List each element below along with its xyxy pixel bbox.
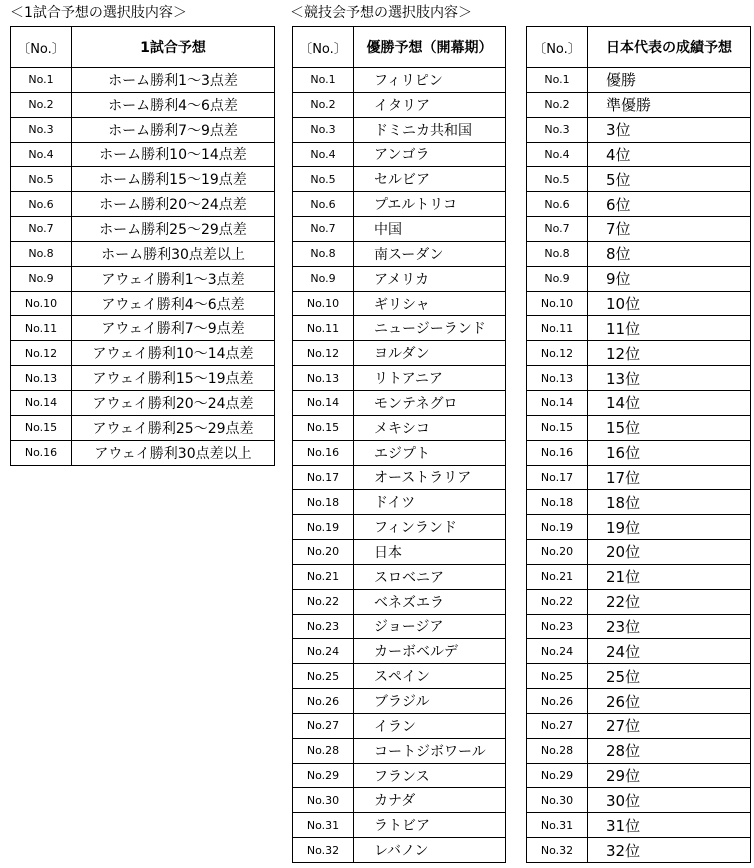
row-number-cell: No.22 [527,589,588,614]
option-value-cell: スロベニア [354,564,506,589]
match-prediction-column-header: 1試合予想 [72,27,275,68]
table-row [527,117,751,142]
table-row [527,68,751,93]
row-number-cell: No.3 [11,117,72,142]
table-row [293,266,506,291]
option-value-cell: 17位 [588,465,751,490]
row-number-cell: No.4 [527,142,588,167]
table-row [527,614,751,639]
option-value-cell: 日本 [354,540,506,565]
row-number-cell: No.16 [527,440,588,465]
row-number-cell: No.16 [11,440,72,465]
option-value-cell: 31位 [588,813,751,838]
row-number-cell: No.1 [293,68,354,93]
table-row [527,341,751,366]
option-value-cell: 24位 [588,639,751,664]
match-prediction-table [10,26,275,466]
option-value-cell: ホーム勝利4～6点差 [72,92,275,117]
row-number-cell: No.27 [527,713,588,738]
table-row [293,92,506,117]
option-value-cell: ホーム勝利25～29点差 [72,217,275,242]
table-row [11,390,275,415]
table-row [527,788,751,813]
row-number-cell: No.14 [11,390,72,415]
table-row [293,713,506,738]
row-number-cell: No.17 [293,465,354,490]
row-number-cell: No.17 [527,465,588,490]
row-number-cell: No.19 [527,515,588,540]
table-header-row [11,27,275,68]
option-value-cell: アウェイ勝利7～9点差 [72,316,275,341]
option-value-cell: 10位 [588,291,751,316]
no-column-header: 〔No.〕 [527,27,588,68]
option-value-cell: ギリシャ [354,291,506,316]
option-value-cell: 12位 [588,341,751,366]
table-row [527,291,751,316]
row-number-cell: No.13 [527,366,588,391]
table-row [293,639,506,664]
row-number-cell: No.12 [293,341,354,366]
row-number-cell: No.6 [293,192,354,217]
option-value-cell: 14位 [588,390,751,415]
option-value-cell: モンテネグロ [354,390,506,415]
row-number-cell: No.7 [293,217,354,242]
row-number-cell: No.15 [11,415,72,440]
table-row [11,266,275,291]
row-number-cell: No.21 [293,564,354,589]
row-number-cell: No.28 [527,738,588,763]
table-row [11,192,275,217]
table-row [293,366,506,391]
no-column-header: 〔No.〕 [293,27,354,68]
row-number-cell: No.31 [293,813,354,838]
table-row [527,192,751,217]
table-row [527,564,751,589]
option-value-cell: レバノン [354,838,506,863]
row-number-cell: No.2 [527,92,588,117]
option-value-cell: ホーム勝利1～3点差 [72,68,275,93]
option-value-cell: 6位 [588,192,751,217]
option-value-cell: 19位 [588,515,751,540]
row-number-cell: No.27 [293,713,354,738]
table-row [527,838,751,863]
table-row [293,390,506,415]
row-number-cell: No.14 [293,390,354,415]
table-row [11,142,275,167]
option-value-cell: ドイツ [354,490,506,515]
table-row [527,664,751,689]
table-row [293,440,506,465]
table-row [527,390,751,415]
row-number-cell: No.24 [527,639,588,664]
table-row [11,167,275,192]
table-row [293,291,506,316]
row-number-cell: No.31 [527,813,588,838]
row-number-cell: No.8 [527,241,588,266]
option-value-cell: アメリカ [354,266,506,291]
winner-prediction-table [292,26,506,863]
row-number-cell: No.15 [527,415,588,440]
row-number-cell: No.24 [293,639,354,664]
row-number-cell: No.9 [11,266,72,291]
table-row [527,92,751,117]
option-value-cell: 準優勝 [588,92,751,117]
table-row [11,241,275,266]
option-value-cell: ジョージア [354,614,506,639]
row-number-cell: No.4 [11,142,72,167]
table-row [293,316,506,341]
option-value-cell: ホーム勝利10～14点差 [72,142,275,167]
option-value-cell: 32位 [588,838,751,863]
option-value-cell: フランス [354,763,506,788]
table-row [293,415,506,440]
row-number-cell: No.23 [527,614,588,639]
table-header-row [293,27,506,68]
row-number-cell: No.25 [293,664,354,689]
option-value-cell: 16位 [588,440,751,465]
row-number-cell: No.2 [293,92,354,117]
option-value-cell: ホーム勝利20～24点差 [72,192,275,217]
row-number-cell: No.2 [11,92,72,117]
table-header-row [527,27,751,68]
row-number-cell: No.18 [527,490,588,515]
option-value-cell: 中国 [354,217,506,242]
table-row [11,415,275,440]
tournament-prediction-caption: ＜競技会予想の選択肢内容＞ [290,5,472,21]
option-value-cell: 23位 [588,614,751,639]
row-number-cell: No.32 [527,838,588,863]
table-row [293,117,506,142]
option-value-cell: オーストラリア [354,465,506,490]
table-row [11,366,275,391]
table-row [293,515,506,540]
table-row [527,316,751,341]
table-row [11,341,275,366]
table-row [293,167,506,192]
row-number-cell: No.1 [11,68,72,93]
row-number-cell: No.6 [11,192,72,217]
table-row [11,217,275,242]
row-number-cell: No.9 [527,266,588,291]
option-value-cell: 3位 [588,117,751,142]
row-number-cell: No.11 [11,316,72,341]
row-number-cell: No.29 [293,763,354,788]
option-value-cell: スペイン [354,664,506,689]
table-row [527,738,751,763]
row-number-cell: No.9 [293,266,354,291]
table-row [293,788,506,813]
table-row [527,366,751,391]
option-value-cell: アンゴラ [354,142,506,167]
option-value-cell: 南スーダン [354,241,506,266]
match-prediction-caption: ＜1試合予想の選択肢内容＞ [10,5,187,21]
row-number-cell: No.12 [527,341,588,366]
table-row [293,490,506,515]
option-value-cell: アウェイ勝利20～24点差 [72,390,275,415]
table-row [293,689,506,714]
table-row [527,241,751,266]
row-number-cell: No.26 [527,689,588,714]
option-value-cell: プエルトリコ [354,192,506,217]
option-value-cell: 15位 [588,415,751,440]
row-number-cell: No.19 [293,515,354,540]
row-number-cell: No.7 [11,217,72,242]
table-row [527,540,751,565]
option-value-cell: 26位 [588,689,751,714]
table-row [293,68,506,93]
option-value-cell: ブラジル [354,689,506,714]
row-number-cell: No.10 [11,291,72,316]
option-value-cell: カーボベルデ [354,639,506,664]
option-value-cell: ラトビア [354,813,506,838]
table-row [527,217,751,242]
row-number-cell: No.3 [293,117,354,142]
table-row [527,142,751,167]
row-number-cell: No.26 [293,689,354,714]
row-number-cell: No.22 [293,589,354,614]
option-value-cell: 22位 [588,589,751,614]
row-number-cell: No.10 [527,291,588,316]
table-row [293,813,506,838]
row-number-cell: No.15 [293,415,354,440]
row-number-cell: No.5 [11,167,72,192]
row-number-cell: No.13 [293,366,354,391]
option-value-cell: アウェイ勝利1～3点差 [72,266,275,291]
table-row [527,689,751,714]
row-number-cell: No.4 [293,142,354,167]
option-value-cell: ドミニカ共和国 [354,117,506,142]
table-row [11,117,275,142]
table-row [11,316,275,341]
table-row [293,838,506,863]
table-row [293,217,506,242]
option-value-cell: 27位 [588,713,751,738]
table-row [293,738,506,763]
table-row [11,291,275,316]
winner-prediction-column-header: 優勝予想（開幕期） [354,27,506,68]
option-value-cell: アウェイ勝利15～19点差 [72,366,275,391]
table-row [293,614,506,639]
option-value-cell: 8位 [588,241,751,266]
row-number-cell: No.21 [527,564,588,589]
option-value-cell: フィンランド [354,515,506,540]
row-number-cell: No.13 [11,366,72,391]
row-number-cell: No.7 [527,217,588,242]
table-row [527,589,751,614]
table-row [293,465,506,490]
table-row [293,192,506,217]
table-row [293,664,506,689]
row-number-cell: No.8 [293,241,354,266]
option-value-cell: 11位 [588,316,751,341]
row-number-cell: No.30 [527,788,588,813]
option-value-cell: 5位 [588,167,751,192]
option-value-cell: フィリピン [354,68,506,93]
option-value-cell: 13位 [588,366,751,391]
table-row [293,241,506,266]
table-row [11,68,275,93]
row-number-cell: No.20 [293,540,354,565]
option-value-cell: イラン [354,713,506,738]
row-number-cell: No.10 [293,291,354,316]
table-row [293,341,506,366]
row-number-cell: No.25 [527,664,588,689]
table-row [527,639,751,664]
option-value-cell: ヨルダン [354,341,506,366]
option-value-cell: 25位 [588,664,751,689]
option-value-cell: ニュージーランド [354,316,506,341]
table-row [293,142,506,167]
row-number-cell: No.6 [527,192,588,217]
option-value-cell: エジプト [354,440,506,465]
no-column-header: 〔No.〕 [11,27,72,68]
table-row [293,589,506,614]
table-row [527,465,751,490]
table-row [11,92,275,117]
row-number-cell: No.30 [293,788,354,813]
row-number-cell: No.23 [293,614,354,639]
option-value-cell: ベネズエラ [354,589,506,614]
option-value-cell: ホーム勝利30点差以上 [72,241,275,266]
row-number-cell: No.16 [293,440,354,465]
option-value-cell: 21位 [588,564,751,589]
option-value-cell: ホーム勝利15～19点差 [72,167,275,192]
table-row [527,266,751,291]
table-row [527,713,751,738]
option-value-cell: イタリア [354,92,506,117]
option-value-cell: 18位 [588,490,751,515]
row-number-cell: No.18 [293,490,354,515]
row-number-cell: No.3 [527,117,588,142]
row-number-cell: No.1 [527,68,588,93]
row-number-cell: No.12 [11,341,72,366]
option-value-cell: 28位 [588,738,751,763]
option-value-cell: アウェイ勝利4～6点差 [72,291,275,316]
table-row [527,440,751,465]
table-row [293,564,506,589]
option-value-cell: 20位 [588,540,751,565]
table-row [527,515,751,540]
option-value-cell: 9位 [588,266,751,291]
row-number-cell: No.14 [527,390,588,415]
row-number-cell: No.32 [293,838,354,863]
table-row [527,490,751,515]
row-number-cell: No.20 [527,540,588,565]
option-value-cell: ホーム勝利7～9点差 [72,117,275,142]
table-row [527,167,751,192]
option-value-cell: セルビア [354,167,506,192]
japan-result-column-header: 日本代表の成績予想 [588,27,751,68]
row-number-cell: No.11 [293,316,354,341]
option-value-cell: リトアニア [354,366,506,391]
row-number-cell: No.11 [527,316,588,341]
table-row [527,813,751,838]
row-number-cell: No.5 [293,167,354,192]
option-value-cell: 30位 [588,788,751,813]
option-value-cell: アウェイ勝利30点差以上 [72,440,275,465]
table-row [11,440,275,465]
option-value-cell: 4位 [588,142,751,167]
table-row [293,763,506,788]
row-number-cell: No.28 [293,738,354,763]
table-row [527,415,751,440]
row-number-cell: No.29 [527,763,588,788]
row-number-cell: No.5 [527,167,588,192]
option-value-cell: 29位 [588,763,751,788]
option-value-cell: カナダ [354,788,506,813]
option-value-cell: コートジボワール [354,738,506,763]
option-value-cell: 優勝 [588,68,751,93]
option-value-cell: アウェイ勝利25～29点差 [72,415,275,440]
table-row [293,540,506,565]
option-value-cell: アウェイ勝利10～14点差 [72,341,275,366]
table-row [527,763,751,788]
row-number-cell: No.8 [11,241,72,266]
japan-result-prediction-table [526,26,751,863]
option-value-cell: 7位 [588,217,751,242]
option-value-cell: メキシコ [354,415,506,440]
